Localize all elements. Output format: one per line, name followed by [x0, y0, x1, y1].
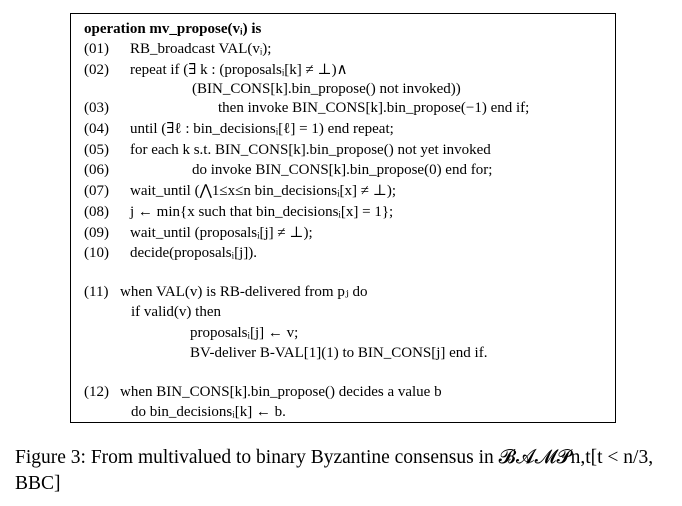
line-text: (BIN_CONS[k].bin_propose() not invoked)) [192, 81, 461, 97]
line-number: (04) [84, 121, 109, 137]
algorithm-line [84, 224, 313, 242]
algorithm-line [131, 303, 221, 321]
algorithm-line [84, 99, 529, 117]
algorithm-line [84, 383, 442, 401]
line-number: (05) [84, 142, 109, 158]
algorithm-line [84, 120, 394, 138]
algorithm-line [84, 161, 492, 179]
algorithm-line [84, 182, 396, 200]
line-text: RB_broadcast VAL(vᵢ); [130, 41, 272, 57]
algorithm-line [84, 283, 368, 301]
algorithm-line [190, 324, 298, 342]
line-text: wait_until (proposalsᵢ[j] ≠ ⊥); [130, 225, 313, 241]
line-number: (02) [84, 62, 109, 78]
line-text: do invoke BIN_CONS[k].bin_propose(0) end for; [192, 162, 493, 178]
line-text: then invoke BIN_CONS[k].bin_propose(−1) end if; [218, 100, 530, 116]
line-text: when VAL(v) is RB-delivered from pⱼ do [120, 284, 368, 300]
line-text: until (∃ℓ : bin_decisionsᵢ[ℓ] = 1) end repeat; [130, 121, 394, 137]
line-text: do bin_decisionsᵢ[k] ← b. [131, 404, 286, 420]
line-text: BV-deliver B-VAL[1](1) to BIN_CONS[j] end if. [190, 345, 488, 361]
line-number: (09) [84, 225, 109, 241]
algorithm-line [84, 61, 348, 79]
figure-caption: Figure 3: From multivalued to binary Byzantine consensus in 𝓑𝓐𝓜𝓟n,t[t < n/3, BBC] [15, 447, 654, 494]
line-number: (07) [84, 183, 109, 199]
line-number: (01) [84, 41, 109, 57]
algorithm-line [190, 344, 487, 362]
line-text: repeat if (∃ k : (proposalsᵢ[k] ≠ ⊥)∧ [130, 62, 348, 78]
line-number: (03) [84, 100, 109, 116]
algorithm-line [131, 403, 286, 421]
line-text: for each k s.t. BIN_CONS[k].bin_propose() not yet invoked [130, 142, 491, 158]
algorithm-line [84, 244, 257, 262]
line-number: (11) [84, 284, 109, 300]
algorithm-line [84, 40, 271, 58]
line-text: if valid(v) then [131, 304, 221, 320]
line-text: decide(proposalsᵢ[j]). [130, 245, 257, 261]
line-number: (10) [84, 245, 109, 261]
algorithm-line [84, 141, 491, 159]
algorithm-header: operation mv_propose(vᵢ) is [84, 21, 262, 37]
line-text: proposalsᵢ[j] ← v; [190, 325, 299, 341]
algorithm-line [84, 203, 393, 221]
algorithm-line [192, 80, 461, 98]
line-text: when BIN_CONS[k].bin_propose() decides a value b [120, 384, 442, 400]
line-text: wait_until (⋀1≤x≤n bin_decisionsᵢ[x] ≠ ⊥); [130, 183, 397, 199]
line-number: (06) [84, 162, 109, 178]
line-number: (08) [84, 204, 109, 220]
line-number: (12) [84, 384, 109, 400]
line-text: j ← min{x such that bin_decisionsᵢ[x] = 1}; [130, 204, 394, 220]
